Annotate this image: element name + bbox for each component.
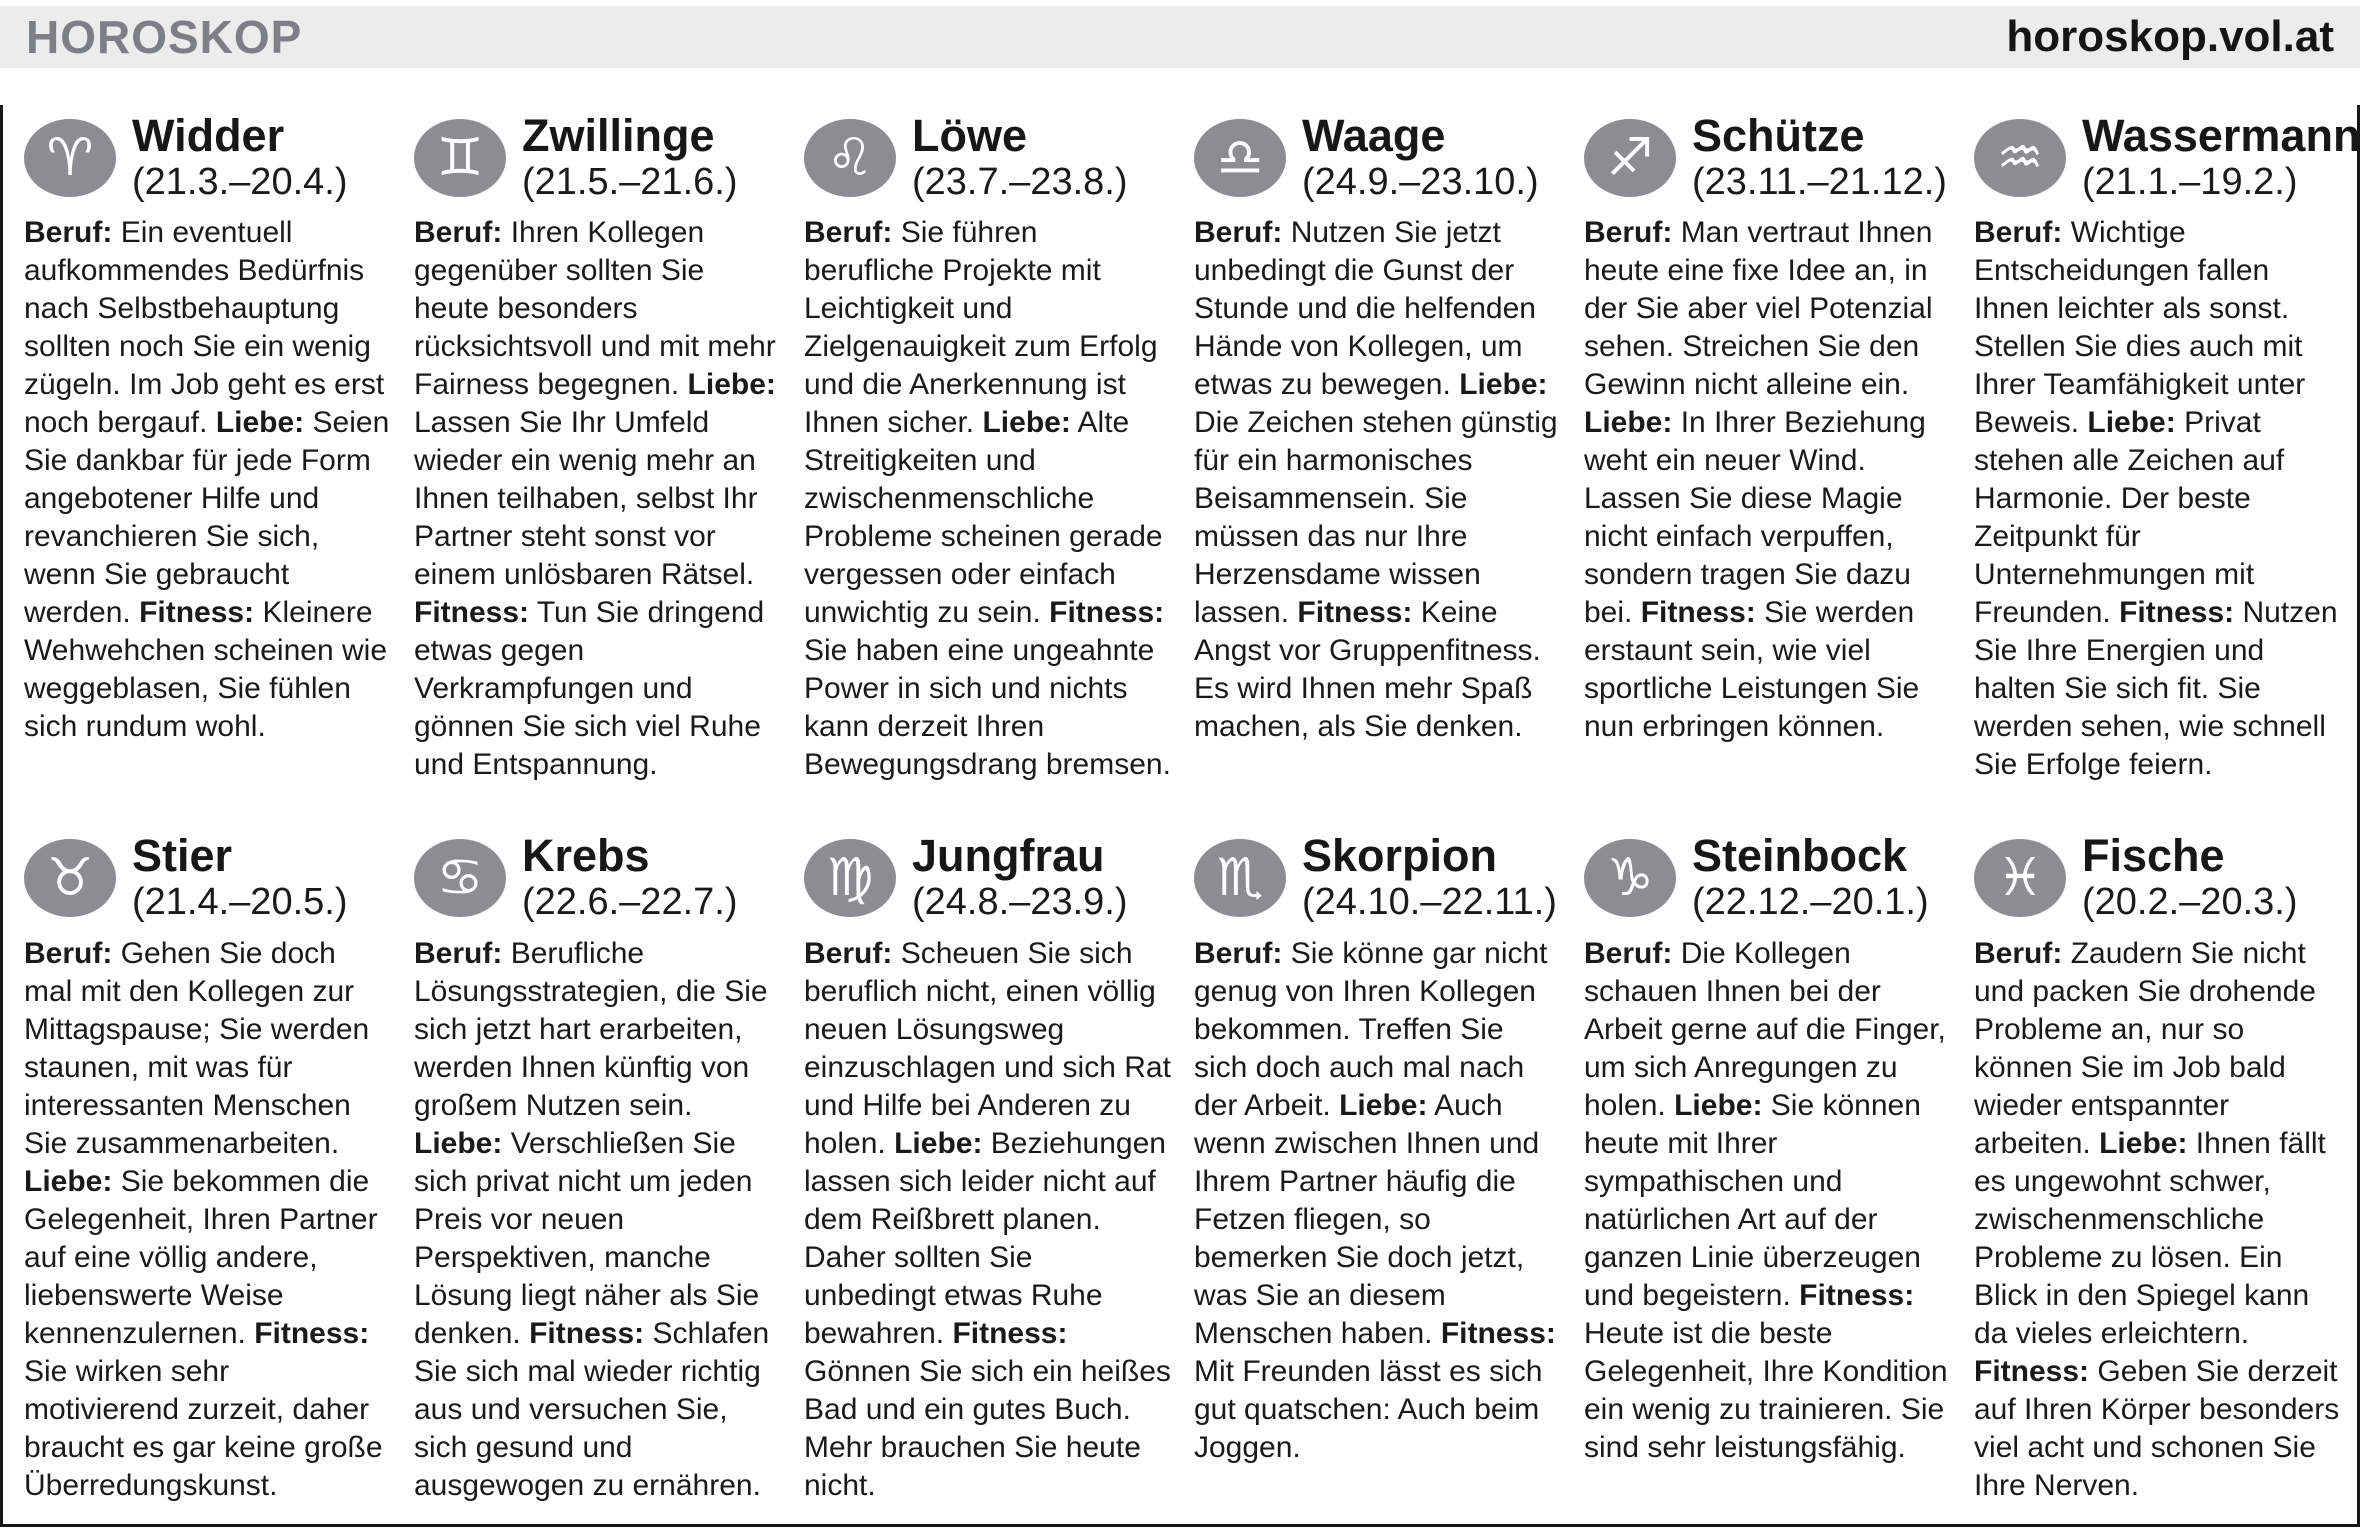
- sign-titles: [2082, 112, 2360, 204]
- sign-text: [1584, 214, 1952, 746]
- beruf-label: Beruf:: [1194, 936, 1283, 970]
- fitness-text: Geben Sie derzeit auf Ihren Körper besonders viel acht und schonen Sie Ihre Nerven.: [1974, 1354, 2340, 1502]
- liebe-text: Sie bekommen die Gelegenheit, Ihren Partner auf eine völlig andere, liebenswerte Weise kennenzulernen.: [24, 1164, 378, 1350]
- fitness-label: Fitness:: [139, 596, 255, 630]
- liebe-label: Liebe:: [2087, 406, 2176, 440]
- sign-name: Schütze: [1692, 110, 1865, 161]
- liebe-text: In Ihrer Beziehung weht ein neuer Wind. Lassen Sie diese Magie nicht einfach verpuffen, sondern tragen Sie dazu bei.: [1584, 406, 1926, 630]
- fitness-text: Sie werden erstaunt sein, wie viel sportliche Leistungen Sie nun erbringen können.: [1584, 596, 1920, 744]
- sign-text: [414, 214, 782, 784]
- sign-header: [1584, 832, 1952, 924]
- sign-name: Zwillinge: [522, 110, 715, 161]
- sign-card-stier: [24, 832, 392, 1504]
- beruf-label: Beruf:: [1974, 936, 2063, 970]
- liebe-label: Liebe:: [1584, 406, 1673, 440]
- sign-dates: (20.2.–20.3.): [2082, 880, 2298, 923]
- sign-text: [1194, 935, 1562, 1467]
- loewe-lion-icon: ♌: [804, 119, 896, 197]
- skorpion-scorpion-icon: ♏: [1194, 839, 1286, 917]
- liebe-label: Liebe:: [1674, 1088, 1763, 1122]
- waage-scales-icon: ♎: [1194, 119, 1286, 197]
- sign-name: Wassermann: [2082, 110, 2360, 161]
- fitness-text: Nutzen Sie Ihre Energien und halten Sie sich fit. Sie werden sehen, wie schnell Sie Erfolge feiern.: [1974, 596, 2338, 782]
- fitness-text: Heute ist die beste Gelegenheit, Ihre Kondition ein wenig zu trainieren. Sie sind sehr leistungsfähig.: [1584, 1316, 1948, 1464]
- sign-text: [1974, 214, 2342, 784]
- beruf-text: Scheuen Sie sich beruflich nicht, einen völlig neuen Lösungsweg einzuschlagen und sich Rat und Hilfe bei Anderen zu holen.: [804, 936, 1171, 1160]
- beruf-text: Die Kollegen schauen Ihnen bei der Arbeit gerne auf die Finger, um sich Anregungen zu holen.: [1584, 936, 1946, 1122]
- stier-bull-icon: ♉: [24, 839, 116, 917]
- liebe-label: Liebe:: [687, 368, 776, 402]
- beruf-label: Beruf:: [804, 936, 893, 970]
- fitness-label: Fitness:: [529, 1316, 645, 1350]
- liebe-text: Alte Streitigkeiten und zwischenmenschliche Probleme scheinen gerade vergessen oder einfach unwichtig zu sein.: [804, 406, 1163, 630]
- fitness-label: Fitness:: [1297, 596, 1413, 630]
- sign-card-fische: [1974, 832, 2342, 1504]
- zwillinge-twins-icon: ♊: [414, 119, 506, 197]
- sign-titles: [522, 832, 737, 924]
- wassermann-jug-icon: ♒: [1974, 119, 2066, 197]
- sign-dates: (21.1.–19.2.): [2082, 160, 2298, 203]
- beruf-label: Beruf:: [804, 216, 893, 250]
- beruf-label: Beruf:: [24, 216, 113, 250]
- sign-card-skorpion: [1194, 832, 1562, 1504]
- steinbock-goat-icon: ♑: [1584, 839, 1676, 917]
- fitness-label: Fitness:: [1974, 1354, 2090, 1388]
- liebe-label: Liebe:: [1339, 1088, 1428, 1122]
- sign-card-schuetze: [1584, 112, 1952, 784]
- fitness-label: Fitness:: [1049, 596, 1165, 630]
- sign-text: [1194, 214, 1562, 746]
- sign-card-loewe: [804, 112, 1172, 784]
- sign-card-zwillinge: [414, 112, 782, 784]
- liebe-text: Auch wenn zwischen Ihnen und Ihrem Partner häufig die Fetzen fliegen, so bemerken Sie doch jetzt, was Sie an diesem Menschen haben.: [1194, 1088, 1540, 1350]
- sign-titles: [132, 112, 347, 204]
- sign-name: Skorpion: [1302, 830, 1498, 882]
- beruf-label: Beruf:: [1584, 216, 1673, 250]
- sign-dates: (22.6.–22.7.): [522, 880, 738, 923]
- liebe-label: Liebe:: [215, 406, 305, 440]
- liebe-text: Beziehungen lassen sich leider nicht auf dem Reißbrett planen. Daher sollten Sie unbedingt etwas Ruhe bewahren.: [804, 1126, 1166, 1350]
- liebe-text: Seien Sie dankbar für jede Form angebotener Hilfe und revanchieren Sie sich, wenn Sie gebraucht werden.: [24, 406, 390, 630]
- sign-card-wassermann: [1974, 110, 2360, 784]
- fitness-text: Kleinere Wehwehchen scheinen wie weggeblasen, Sie fühlen sich rundum wohl.: [24, 596, 388, 744]
- beruf-text: Nutzen Sie jetzt unbedingt die Gunst der Stunde und die helfenden Hände von Kollegen, um etwas zu bewegen.: [1194, 216, 1536, 402]
- liebe-text: Sie können heute mit Ihrer sympathischen und natürlichen Art auf der ganzen Linie überzeugen und begeistern.: [1584, 1088, 1921, 1312]
- sign-header: [804, 112, 1172, 204]
- page-title: HOROSKOP: [26, 11, 303, 63]
- fitness-text: Gönnen Sie sich ein heißes Bad und ein gutes Buch. Mehr brauchen Sie heute nicht.: [804, 1354, 1171, 1502]
- liebe-label: Liebe:: [982, 406, 1071, 440]
- sign-name: Widder: [132, 110, 285, 161]
- sign-dates: (21.5.–21.6.): [522, 160, 738, 203]
- beruf-label: Beruf:: [414, 216, 503, 250]
- beruf-text: Ein eventuell aufkommendes Bedürfnis nach Selbstbehauptung sollten noch Sie ein wenig zügeln. Im Job geht es erst noch bergauf.: [24, 216, 385, 440]
- sign-name: Löwe: [912, 110, 1028, 161]
- sign-titles: [132, 832, 347, 924]
- sign-titles: [1302, 832, 1557, 924]
- fitness-label: Fitness:: [2119, 596, 2235, 630]
- beruf-text: Berufliche Lösungsstrategien, die Sie sich jetzt hart erarbeiten, werden Ihnen künftig von großem Nutzen sein.: [414, 936, 768, 1122]
- sign-card-steinbock: [1584, 832, 1952, 1504]
- liebe-label: Liebe:: [2099, 1126, 2188, 1160]
- fitness-text: Tun Sie dringend etwas gegen Verkrampfungen und gönnen Sie sich viel Ruhe und Entspannung.: [414, 596, 765, 782]
- signs-grid: [24, 110, 2360, 1505]
- header-bar: [0, 6, 2360, 68]
- liebe-text: Ihnen fällt es ungewohnt schwer, zwischenmenschliche Probleme zu lösen. Ein Blick in den Spiegel kann da vieles erleichtern.: [1974, 1126, 2326, 1350]
- sign-dates: (24.10.–22.11.): [1302, 880, 1557, 923]
- beruf-label: Beruf:: [1584, 936, 1673, 970]
- sign-titles: [1692, 832, 1929, 924]
- liebe-label: Liebe:: [894, 1126, 983, 1160]
- sign-text: [24, 935, 392, 1505]
- liebe-text: Verschließen Sie sich privat nicht um jeden Preis vor neuen Perspektiven, manche Lösung liegt näher als Sie denken.: [414, 1126, 760, 1350]
- sign-dates: (24.9.–23.10.): [1302, 160, 1539, 203]
- beruf-label: Beruf:: [1194, 216, 1283, 250]
- sign-text: [24, 214, 392, 746]
- sign-name: Jungfrau: [912, 830, 1105, 882]
- sign-titles: [522, 112, 737, 204]
- fitness-label: Fitness:: [254, 1316, 370, 1350]
- fitness-text: Sie wirken sehr motivierend zurzeit, daher braucht es gar keine große Überredungskunst.: [24, 1354, 383, 1502]
- fitness-text: Keine Angst vor Gruppenfitness. Es wird Ihnen mehr Spaß machen, als Sie denken.: [1194, 596, 1541, 744]
- sign-header: [24, 832, 392, 924]
- sign-card-waage: [1194, 112, 1562, 784]
- fitness-label: Fitness:: [1640, 596, 1756, 630]
- beruf-label: Beruf:: [414, 936, 503, 970]
- sign-header: [1584, 112, 1952, 204]
- fitness-text: Schlafen Sie sich mal wieder richtig aus und versuchen Sie, sich gesund und ausgewogen zu ernähren.: [414, 1316, 770, 1502]
- beruf-label: Beruf:: [24, 936, 113, 970]
- sign-text: [1584, 935, 1952, 1467]
- sign-dates: (21.4.–20.5.): [132, 880, 348, 923]
- schuetze-bow-icon: ♐: [1584, 119, 1676, 197]
- sign-text: [414, 935, 782, 1505]
- fitness-text: Mit Freunden lässt es sich gut quatschen: Auch beim Joggen.: [1194, 1354, 1543, 1464]
- fische-fish-icon: ♓: [1974, 839, 2066, 917]
- liebe-text: Die Zeichen stehen günstig für ein harmonisches Beisammensein. Sie müssen das nur Ihre Herzensdame wissen lassen.: [1194, 406, 1558, 630]
- sign-titles: [1302, 112, 1539, 204]
- sign-text: [804, 935, 1172, 1505]
- sign-dates: (22.12.–20.1.): [1692, 880, 1929, 923]
- sign-titles: [912, 832, 1127, 924]
- sign-titles: [912, 112, 1127, 204]
- fitness-label: Fitness:: [414, 596, 530, 630]
- widder-ram-icon: ♈: [24, 119, 116, 197]
- sign-name: Stier: [132, 830, 233, 882]
- sign-text: [1974, 935, 2342, 1505]
- sign-titles: [1692, 112, 1947, 204]
- beruf-text: Ihren Kollegen gegenüber sollten Sie heute besonders rücksichtsvoll und mit mehr Fairness begegnen.: [414, 216, 776, 402]
- sign-dates: (23.11.–21.12.): [1692, 160, 1947, 203]
- sign-header: [1974, 110, 2360, 204]
- sign-header: [414, 832, 782, 924]
- beruf-text: Sie führen berufliche Projekte mit Leichtigkeit und Zielgenauigkeit zum Erfolg und die Anerkennung ist Ihnen sicher.: [804, 216, 1158, 440]
- sign-dates: (23.7.–23.8.): [912, 160, 1128, 203]
- beruf-text: Gehen Sie doch mal mit den Kollegen zur Mittagspause; Sie werden staunen, mit was für interessanten Menschen Sie zusammenarbeiten.: [24, 936, 370, 1160]
- fitness-text: Sie haben eine ungeahnte Power in sich und nichts kann derzeit Ihren Bewegungsdrang bremsen.: [804, 634, 1171, 782]
- liebe-text: Privat stehen alle Zeichen auf Harmonie. Der beste Zeitpunkt für Unternehmungen mit Freunden.: [1974, 406, 2285, 630]
- beruf-text: Wichtige Entscheidungen fallen Ihnen leichter als sonst. Stellen Sie dies auch mit Ihrer Teamfähigkeit unter Beweis.: [1974, 216, 2306, 440]
- sign-header: [804, 832, 1172, 924]
- beruf-text: Man vertraut Ihnen heute eine fixe Idee an, in der Sie aber viel Potenzial sehen. Streichen Sie den Gewinn nicht alleine ein.: [1584, 216, 1933, 402]
- beruf-label: Beruf:: [1974, 216, 2063, 250]
- liebe-label: Liebe:: [1459, 368, 1548, 402]
- jungfrau-virgin-icon: ♍: [804, 839, 896, 917]
- sign-header: [24, 112, 392, 204]
- sign-card-krebs: [414, 832, 782, 1504]
- sign-dates: (21.3.–20.4.): [132, 160, 348, 203]
- fitness-label: Fitness:: [952, 1316, 1068, 1350]
- fitness-label: Fitness:: [1440, 1316, 1556, 1350]
- sign-text: [804, 214, 1172, 784]
- liebe-label: Liebe:: [24, 1164, 113, 1198]
- beruf-text: Zaudern Sie nicht und packen Sie drohende Probleme an, nur so können Sie im Job bald wieder entspannter arbeiten.: [1974, 936, 2316, 1160]
- sign-name: Steinbock: [1692, 830, 1908, 882]
- liebe-text: Lassen Sie Ihr Umfeld wieder ein wenig mehr an Ihnen teilhaben, selbst Ihr Partner steht sonst vor einem unlösbaren Rätsel.: [414, 406, 758, 592]
- sign-header: [1194, 832, 1562, 924]
- sign-card-jungfrau: [804, 832, 1172, 1504]
- sign-header: [1194, 112, 1562, 204]
- beruf-text: Sie könne gar nicht genug von Ihren Kollegen bekommen. Treffen Sie sich doch auch mal nach der Arbeit.: [1194, 936, 1548, 1122]
- sign-name: Waage: [1302, 110, 1446, 161]
- liebe-label: Liebe:: [414, 1126, 503, 1160]
- sign-name: Fische: [2082, 830, 2225, 882]
- sign-header: [414, 112, 782, 204]
- site-link[interactable]: horoskop.vol.at: [2006, 12, 2334, 61]
- sign-header: [1974, 832, 2342, 924]
- sign-card-widder: [24, 112, 392, 784]
- sign-titles: [2082, 832, 2297, 924]
- sign-name: Krebs: [522, 830, 650, 882]
- krebs-crab-icon: ♋: [414, 839, 506, 917]
- sign-dates: (24.8.–23.9.): [912, 880, 1128, 923]
- fitness-label: Fitness:: [1799, 1278, 1915, 1312]
